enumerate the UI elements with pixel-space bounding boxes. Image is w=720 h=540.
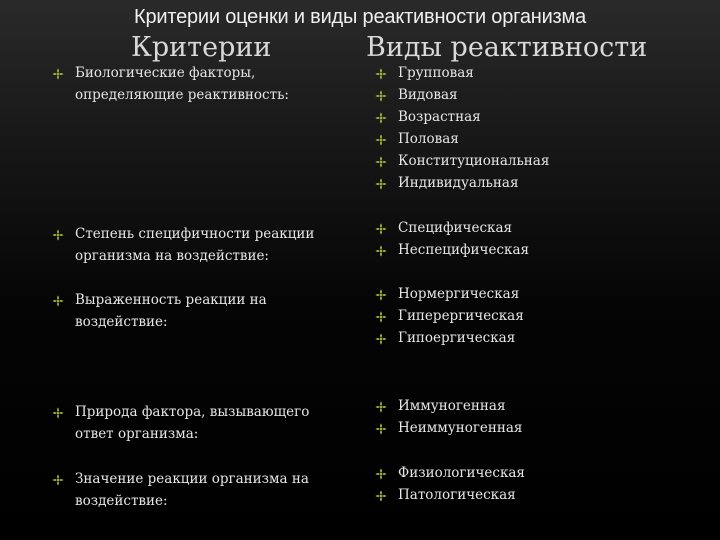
type-item xyxy=(375,239,529,261)
criteria-header: Критерии xyxy=(131,32,272,63)
diamond-bullet-icon xyxy=(375,223,387,235)
type-label: Неспецифическая xyxy=(398,242,530,258)
diamond-bullet-icon xyxy=(375,156,387,168)
diamond-bullet-icon xyxy=(52,474,64,486)
type-item xyxy=(375,417,522,439)
type-item xyxy=(375,106,481,128)
criterion-item xyxy=(52,289,267,333)
type-label: Групповая xyxy=(398,65,474,81)
type-item xyxy=(375,395,505,417)
type-item xyxy=(375,327,515,349)
criterion-line: Природа фактора, вызывающего xyxy=(75,404,310,420)
criterion-item xyxy=(52,468,309,512)
type-item xyxy=(375,150,549,172)
diamond-bullet-icon xyxy=(375,134,387,146)
diamond-bullet-icon xyxy=(375,289,387,301)
type-item xyxy=(375,62,474,84)
diamond-bullet-icon xyxy=(375,333,387,345)
type-label: Видовая xyxy=(398,87,458,103)
criterion-line: организма на воздействие: xyxy=(75,248,269,264)
slide-title: Критерии оценки и виды реактивности организма xyxy=(134,6,586,28)
criterion-line: Степень специфичности реакции xyxy=(75,226,315,242)
criterion-item xyxy=(52,223,314,267)
type-item xyxy=(375,462,525,484)
diamond-bullet-icon xyxy=(375,423,387,435)
criterion-item xyxy=(52,401,309,445)
type-item xyxy=(375,84,458,106)
diamond-bullet-icon xyxy=(375,90,387,102)
type-label: Индивидуальная xyxy=(398,175,519,191)
type-item xyxy=(375,172,518,194)
type-label: Иммуногенная xyxy=(398,398,506,414)
type-item xyxy=(375,128,459,150)
type-label: Патологическая xyxy=(398,487,516,503)
type-item xyxy=(375,305,524,327)
diamond-bullet-icon xyxy=(52,407,64,419)
types-header: Виды реактивности xyxy=(366,32,648,63)
diamond-bullet-icon xyxy=(52,68,64,80)
criterion-line: воздействие: xyxy=(75,493,168,509)
diamond-bullet-icon xyxy=(375,68,387,80)
diamond-bullet-icon xyxy=(375,468,387,480)
diamond-bullet-icon xyxy=(375,245,387,257)
criterion-line: ответ организма: xyxy=(75,426,199,442)
criterion-line: Биологические факторы, xyxy=(75,65,256,81)
diamond-bullet-icon xyxy=(375,401,387,413)
criterion-line: Значение реакции организма на xyxy=(75,471,309,487)
diamond-bullet-icon xyxy=(375,112,387,124)
type-label: Половая xyxy=(398,131,459,147)
type-label: Специфическая xyxy=(398,220,513,236)
criterion-line: определяющие реактивность: xyxy=(75,87,289,103)
criterion-line: воздействие: xyxy=(75,314,168,330)
type-item xyxy=(375,484,516,506)
diamond-bullet-icon xyxy=(375,490,387,502)
type-item xyxy=(375,283,519,305)
diamond-bullet-icon xyxy=(52,229,64,241)
type-label: Возрастная xyxy=(398,109,481,125)
criterion-item xyxy=(52,62,289,106)
diamond-bullet-icon xyxy=(375,178,387,190)
type-label: Неиммуногенная xyxy=(398,420,523,436)
type-label: Физиологическая xyxy=(398,465,525,481)
diamond-bullet-icon xyxy=(375,311,387,323)
type-item xyxy=(375,217,512,239)
type-label: Гиперергическая xyxy=(398,308,524,324)
type-label: Конституциональная xyxy=(398,153,550,169)
type-label: Нормергическая xyxy=(398,286,520,302)
type-label: Гипоергическая xyxy=(398,330,516,346)
diamond-bullet-icon xyxy=(52,295,64,307)
criterion-line: Выраженность реакции на xyxy=(75,292,267,308)
